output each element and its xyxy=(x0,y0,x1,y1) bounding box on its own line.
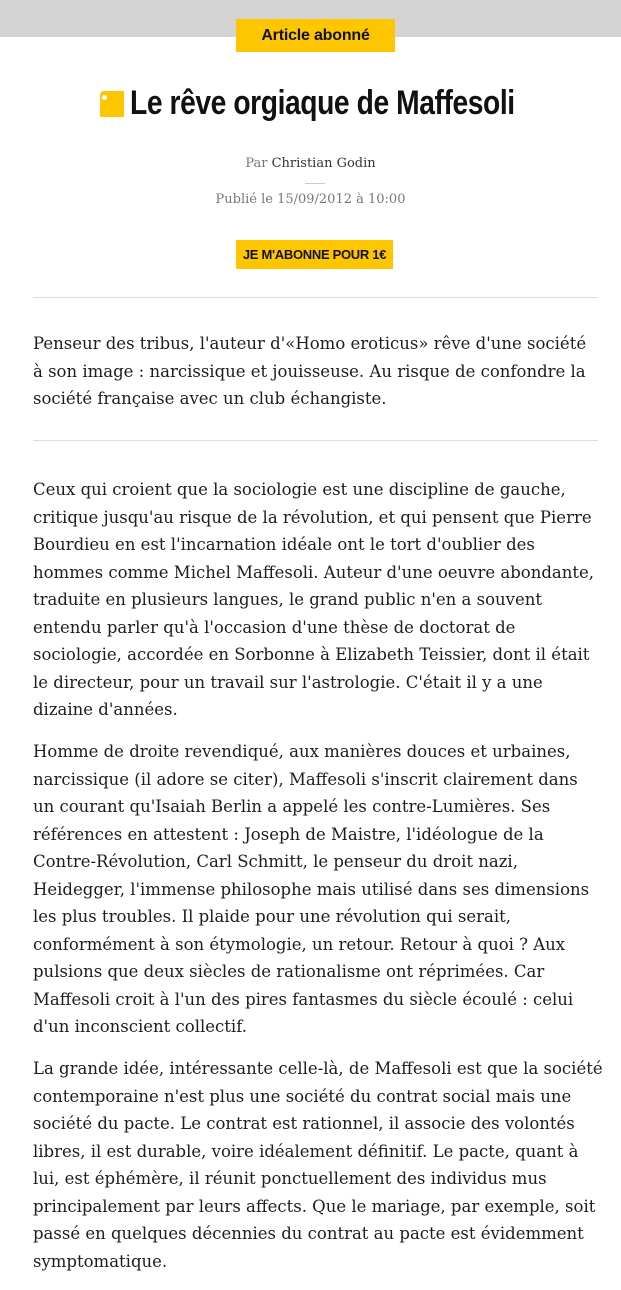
byline-divider xyxy=(305,183,325,184)
article-paragraph: Ceux qui croient que la sociologie est une discipline de gauche, critique jusqu'au risque de la révolution, et qui pensent que Pierre Bourdieu en est l'incarnation idéale ont le tort d'oublier des hommes comme Michel Maffesoli. Auteur d'une oeuvre abondante, traduite en plusieurs langues, le grand public n'en a souvent entendu parler qu'à l'occasion d'une thèse de doctorat de sociologie, accordée en Sorbonne à Elizabeth Teissier, dont il était le directeur, pour un travail sur l'astrologie. C'était il y a une dizaine d'années. xyxy=(33,480,595,719)
article-body xyxy=(33,476,603,1290)
subscribe-button[interactable]: JE M'ABONNE POUR 1€ xyxy=(236,240,393,269)
quote-mark-icon xyxy=(100,91,124,117)
title-row xyxy=(0,84,621,123)
byline xyxy=(0,156,621,171)
article-paragraph: La grande idée, intéressante celle-là, de Maffesoli est que la société contemporaine n'est plus une société du contrat social mais une société du pacte. Le contrat est rationnel, il associe des volontés libres, il est durable, voire idéalement définitif. Le pacte, quant à lui, est éphémère, il réunit ponctuellement des individus mus principalement par leurs affects. Que le mariage, par exemple, soit passé en quelques décennies du contrat au pacte est évidemment symptomatique. xyxy=(33,1059,603,1271)
subscriber-article-badge: Article abonné xyxy=(236,19,395,52)
article-paragraph: Homme de droite revendiqué, aux manières douces et urbaines, narcissique (il adore se citer), Maffesoli s'inscrit clairement dans un courant qu'Isaiah Berlin a appelé les contre-Lumières. Ses références en attestent : Joseph de Maistre, l'idéologue de la Contre-Révolution, Carl Schmitt, le penseur du droit nazi, Heidegger, l'immense philosophe mais utilisé dans ses dimensions les plus troubles. Il plaide pour une révolution qui serait, conformément à son étymologie, un retour. Retour à quoi ? Aux pulsions que deux siècles de rationalisme ont réprimées. Car Maffesoli croit à l'un des pires fantasmes du siècle écoulé : celui d'un inconscient collectif. xyxy=(33,742,590,1036)
divider-top xyxy=(33,297,598,298)
byline-prefix: Par xyxy=(245,156,268,171)
author-link[interactable]: Christian Godin xyxy=(271,156,376,171)
article-lead: Penseur des tribus, l'auteur d'«Homo eroticus» rêve d'une société à son image : narcissique et jouisseuse. Au risque de confondre la société française avec un club échangiste. xyxy=(33,334,587,408)
publish-date: Publié le 15/09/2012 à 10:00 xyxy=(215,192,406,207)
page-title: Le rêve orgiaque de Maffesoli xyxy=(130,84,515,122)
divider-lead xyxy=(33,440,598,441)
